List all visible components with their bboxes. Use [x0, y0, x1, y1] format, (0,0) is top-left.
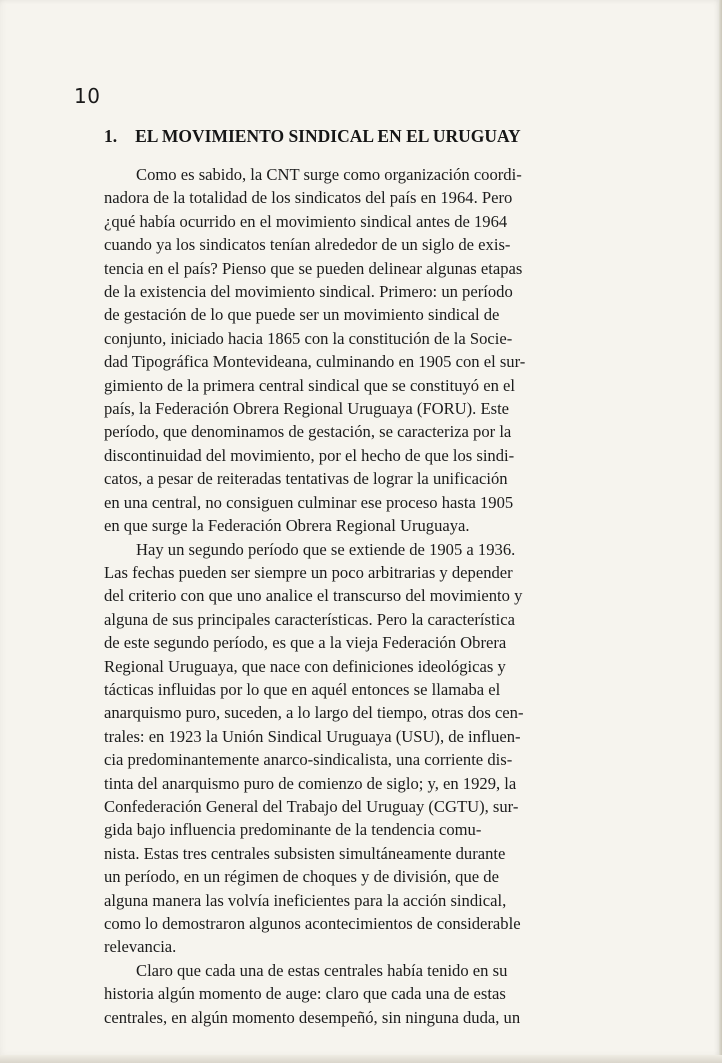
paragraph: Claro que cada una de estas centrales había tenido en su historia algún momento de auge: claro que cada una de estas centrales, en algún momento desempeñó, sin ninguna duda, un [104, 960, 521, 1027]
section-title: EL MOVIMIENTO SINDICAL EN EL URUGUAY [135, 126, 521, 146]
paragraph: Hay un segundo período que se extiende de 1905 a 1936. Las fechas pueden ser siempre un poco arbitrarias y depender del criterio con que uno analice el transcurso del movimiento y alguna de sus principales características. Pero la característica de este segundo período, es que a la vieja Federación Obrera Regional Uruguaya, que nace con definiciones ideológicas y tácticas influidas por lo que en aquél entonces se llamaba el anarquismo puro, suceden, a lo largo del tiempo, otras dos cen- trales: en 1923 la Unión Sindical Uruguaya (USU), de influen- cia predominantemente anarco-sindicalista, una corriente dis- tinta del anarquismo puro de comienzo de siglo; y, en 1929, la Confederación General del Trabajo del Uruguay (CGTU), sur- gida bajo influencia predominante de la tendencia comu- nista. Estas tres centrales subsisten simultáneamente durante un período, en un régimen de choques y de división, que de alguna manera las volvía ineficientes para la acción sindical, como lo demostraron algunos acontecimientos de considerable relevancia. [104, 539, 524, 957]
page-bottom-shadow [0, 1055, 722, 1063]
section-heading [104, 126, 521, 147]
body-text [104, 163, 608, 1029]
paragraph: Como es sabido, la CNT surge como organización coordi- nadora de la totalidad de los sindicatos del país en 1964. Pero ¿qué había ocurrido en el movimiento sindical antes de 1964 cuando ya los sindicatos tenían alrededor de un siglo de exis- tencia en el país? Pienso que se pueden delinear algunas etapas de la existencia del movimiento sindical. Primero: un período de gestación de lo que puede ser un movimiento sindical de conjunto, iniciado hacia 1865 con la constitución de la Socie- dad Tipográfica Montevideana, culminando en 1905 con el sur- gimiento de la primera central sindical que se constituyó en el país, la Federación Obrera Regional Uruguaya (FORU). Este período, que denominamos de gestación, se caracteriza por la discontinuidad del movimiento, por el hecho de que los sindi- catos, a pesar de reiteradas tentativas de lograr la unificación en una central, no consiguen culminar ese proceso hasta 1905 en que surge la Federación Obrera Regional Uruguaya. [104, 165, 526, 536]
section-number: 1. [104, 126, 118, 146]
page-number: 10 [74, 84, 101, 108]
